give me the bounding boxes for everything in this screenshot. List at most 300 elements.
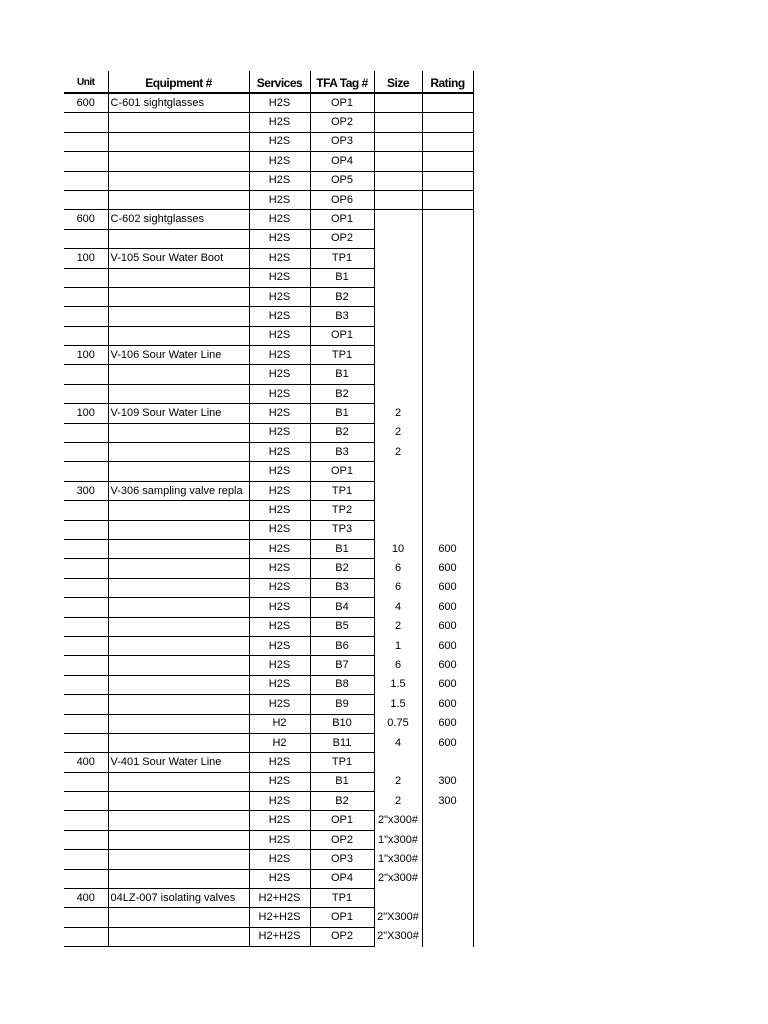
- rating-cell: 600: [422, 578, 473, 597]
- header-rating: Rating: [422, 71, 473, 93]
- size-cell: [374, 520, 422, 539]
- header-row: [64, 71, 473, 93]
- tfa-tag-cell: B3: [310, 578, 374, 597]
- tfa-tag-cell: TP2: [310, 501, 374, 520]
- table-row: [64, 675, 473, 694]
- equipment-cell: [108, 229, 249, 248]
- rating-cell: [422, 908, 473, 927]
- size-cell: 6: [374, 559, 422, 578]
- equipment-cell: V-401 Sour Water Line: [108, 753, 249, 772]
- services-cell: H2S: [249, 559, 310, 578]
- unit-cell: [64, 229, 108, 248]
- services-cell: H2S: [249, 850, 310, 869]
- table-row: [64, 830, 473, 849]
- size-cell: 2: [374, 792, 422, 811]
- rating-cell: 600: [422, 714, 473, 733]
- equipment-cell: [108, 443, 249, 462]
- services-cell: H2S: [249, 365, 310, 384]
- table-row: [64, 772, 473, 791]
- table-row: [64, 346, 473, 365]
- table-row: [64, 152, 473, 171]
- unit-cell: [64, 772, 108, 791]
- services-cell: H2+H2S: [249, 927, 310, 946]
- rating-cell: [422, 811, 473, 830]
- table-row: [64, 908, 473, 927]
- table-row: [64, 617, 473, 636]
- equipment-cell: [108, 578, 249, 597]
- unit-cell: [64, 792, 108, 811]
- table-row: [64, 326, 473, 345]
- size-cell: 0.75: [374, 714, 422, 733]
- size-cell: 1"x300#: [374, 850, 422, 869]
- services-cell: H2S: [249, 501, 310, 520]
- table-row: [64, 927, 473, 946]
- equipment-cell: [108, 113, 249, 132]
- tfa-tag-cell: B2: [310, 384, 374, 403]
- rating-cell: [422, 229, 473, 248]
- services-cell: H2S: [249, 384, 310, 403]
- table-row: [64, 268, 473, 287]
- services-cell: H2S: [249, 93, 310, 113]
- size-cell: [374, 307, 422, 326]
- services-cell: H2+H2S: [249, 889, 310, 908]
- tfa-tag-cell: OP1: [310, 811, 374, 830]
- services-cell: H2S: [249, 598, 310, 617]
- tfa-tag-cell: OP4: [310, 869, 374, 888]
- unit-cell: [64, 152, 108, 171]
- table-row: [64, 443, 473, 462]
- header-tfa-tag: TFA Tag #: [310, 71, 374, 93]
- equipment-cell: V-109 Sour Water Line: [108, 404, 249, 423]
- tfa-tag-cell: B10: [310, 714, 374, 733]
- tfa-tag-cell: B6: [310, 636, 374, 655]
- table-row: [64, 636, 473, 655]
- equipment-cell: [108, 287, 249, 306]
- equipment-cell: [108, 268, 249, 287]
- rating-cell: 600: [422, 675, 473, 694]
- equipment-cell: [108, 636, 249, 655]
- size-cell: 6: [374, 578, 422, 597]
- equipment-cell: [108, 190, 249, 209]
- rating-cell: [422, 268, 473, 287]
- services-cell: H2S: [249, 346, 310, 365]
- equipment-cell: [108, 908, 249, 927]
- unit-cell: [64, 423, 108, 442]
- table-row: [64, 210, 473, 229]
- header-unit: Unit: [64, 71, 108, 93]
- rating-cell: 600: [422, 733, 473, 752]
- size-cell: [374, 287, 422, 306]
- tfa-tag-cell: OP6: [310, 190, 374, 209]
- rating-cell: 300: [422, 772, 473, 791]
- equipment-cell: V-306 sampling valve repla: [108, 481, 249, 500]
- unit-cell: [64, 171, 108, 190]
- rating-cell: [422, 520, 473, 539]
- rating-cell: [422, 501, 473, 520]
- equipment-cell: [108, 559, 249, 578]
- tfa-tag-cell: TP1: [310, 753, 374, 772]
- services-cell: H2S: [249, 171, 310, 190]
- rating-cell: [422, 889, 473, 908]
- table-row: [64, 598, 473, 617]
- table-row: [64, 559, 473, 578]
- table-row: [64, 307, 473, 326]
- tfa-tag-cell: OP2: [310, 113, 374, 132]
- table-row: [64, 889, 473, 908]
- size-cell: 6: [374, 656, 422, 675]
- services-cell: H2S: [249, 287, 310, 306]
- equipment-cell: [108, 656, 249, 675]
- tfa-tag-cell: B2: [310, 423, 374, 442]
- size-cell: 2"x300#: [374, 869, 422, 888]
- table-row: [64, 229, 473, 248]
- rating-cell: [422, 481, 473, 500]
- tfa-tag-cell: TP1: [310, 249, 374, 268]
- size-cell: [374, 152, 422, 171]
- services-cell: H2S: [249, 113, 310, 132]
- size-cell: 2"X300#: [374, 908, 422, 927]
- tfa-tag-cell: B9: [310, 695, 374, 714]
- rating-cell: [422, 190, 473, 209]
- services-cell: H2S: [249, 132, 310, 151]
- tfa-tag-cell: OP2: [310, 830, 374, 849]
- services-cell: H2S: [249, 462, 310, 481]
- table-row: [64, 695, 473, 714]
- unit-cell: [64, 132, 108, 151]
- size-cell: [374, 501, 422, 520]
- rating-cell: [422, 210, 473, 229]
- size-cell: [374, 229, 422, 248]
- services-cell: H2S: [249, 152, 310, 171]
- equipment-cell: 04LZ-007 isolating valves: [108, 889, 249, 908]
- services-cell: H2S: [249, 229, 310, 248]
- unit-cell: [64, 384, 108, 403]
- unit-cell: 100: [64, 404, 108, 423]
- tfa-tag-cell: OP1: [310, 462, 374, 481]
- rating-cell: [422, 404, 473, 423]
- table-row: [64, 423, 473, 442]
- equipment-cell: [108, 772, 249, 791]
- unit-cell: [64, 578, 108, 597]
- size-cell: [374, 132, 422, 151]
- table-row: [64, 753, 473, 772]
- size-cell: [374, 113, 422, 132]
- equipment-cell: [108, 811, 249, 830]
- unit-cell: [64, 559, 108, 578]
- size-cell: 1.5: [374, 675, 422, 694]
- equipment-cell: [108, 733, 249, 752]
- size-cell: [374, 210, 422, 229]
- services-cell: H2S: [249, 190, 310, 209]
- tfa-tag-cell: OP4: [310, 152, 374, 171]
- rating-cell: [422, 830, 473, 849]
- equipment-cell: [108, 307, 249, 326]
- unit-cell: [64, 617, 108, 636]
- unit-cell: [64, 539, 108, 558]
- table-body: [64, 93, 473, 947]
- size-cell: [374, 190, 422, 209]
- table-row: [64, 93, 473, 113]
- size-cell: 1"x300#: [374, 830, 422, 849]
- tfa-tag-cell: B1: [310, 365, 374, 384]
- unit-cell: 100: [64, 249, 108, 268]
- equipment-cell: [108, 171, 249, 190]
- table-row: [64, 850, 473, 869]
- table-row: [64, 578, 473, 597]
- tfa-tag-cell: OP3: [310, 850, 374, 869]
- unit-cell: [64, 733, 108, 752]
- services-cell: H2S: [249, 811, 310, 830]
- rating-cell: 600: [422, 636, 473, 655]
- unit-cell: 100: [64, 346, 108, 365]
- rating-cell: [422, 850, 473, 869]
- rating-cell: [422, 423, 473, 442]
- table-row: [64, 520, 473, 539]
- table-row: [64, 811, 473, 830]
- unit-cell: [64, 869, 108, 888]
- unit-cell: 600: [64, 210, 108, 229]
- tfa-tag-cell: TP1: [310, 481, 374, 500]
- services-cell: H2S: [249, 326, 310, 345]
- size-cell: 1: [374, 636, 422, 655]
- services-cell: H2: [249, 714, 310, 733]
- rating-cell: [422, 753, 473, 772]
- table-row: [64, 365, 473, 384]
- services-cell: H2S: [249, 675, 310, 694]
- tfa-tag-cell: B11: [310, 733, 374, 752]
- table-row: [64, 384, 473, 403]
- equipment-cell: [108, 520, 249, 539]
- equipment-cell: V-106 Sour Water Line: [108, 346, 249, 365]
- services-cell: H2S: [249, 307, 310, 326]
- rating-cell: [422, 249, 473, 268]
- table-row: [64, 113, 473, 132]
- rating-cell: [422, 462, 473, 481]
- tfa-tag-cell: OP2: [310, 229, 374, 248]
- rating-cell: [422, 384, 473, 403]
- equipment-cell: [108, 675, 249, 694]
- tfa-tag-cell: B5: [310, 617, 374, 636]
- table-row: [64, 501, 473, 520]
- table-row: [64, 869, 473, 888]
- tfa-tag-cell: OP1: [310, 326, 374, 345]
- services-cell: H2S: [249, 753, 310, 772]
- header-size: Size: [374, 71, 422, 93]
- services-cell: H2S: [249, 636, 310, 655]
- table-row: [64, 792, 473, 811]
- table-row: [64, 132, 473, 151]
- tfa-tag-cell: B1: [310, 539, 374, 558]
- size-cell: 2: [374, 404, 422, 423]
- equipment-cell: [108, 501, 249, 520]
- table-row: [64, 656, 473, 675]
- tfa-tag-cell: B2: [310, 559, 374, 578]
- equipment-cell: [108, 927, 249, 946]
- tfa-tag-cell: B3: [310, 307, 374, 326]
- size-cell: [374, 753, 422, 772]
- unit-cell: [64, 287, 108, 306]
- rating-cell: 600: [422, 539, 473, 558]
- unit-cell: [64, 190, 108, 209]
- unit-cell: [64, 714, 108, 733]
- size-cell: 2: [374, 443, 422, 462]
- unit-cell: [64, 365, 108, 384]
- rating-cell: [422, 927, 473, 946]
- size-cell: [374, 249, 422, 268]
- tfa-tag-cell: B8: [310, 675, 374, 694]
- table-row: [64, 287, 473, 306]
- services-cell: H2S: [249, 481, 310, 500]
- table-row: [64, 714, 473, 733]
- tfa-tag-cell: B4: [310, 598, 374, 617]
- services-cell: H2S: [249, 869, 310, 888]
- equipment-cell: [108, 365, 249, 384]
- services-cell: H2S: [249, 520, 310, 539]
- size-cell: 2"x300#: [374, 811, 422, 830]
- table-row: [64, 462, 473, 481]
- tfa-tag-cell: B1: [310, 404, 374, 423]
- size-cell: 2: [374, 423, 422, 442]
- rating-cell: [422, 346, 473, 365]
- equipment-cell: [108, 152, 249, 171]
- services-cell: H2+H2S: [249, 908, 310, 927]
- tfa-tag-cell: B3: [310, 443, 374, 462]
- equipment-cell: [108, 617, 249, 636]
- services-cell: H2S: [249, 423, 310, 442]
- table-row: [64, 171, 473, 190]
- tfa-tag-cell: B1: [310, 268, 374, 287]
- table-row: [64, 539, 473, 558]
- tfa-tag-cell: B2: [310, 792, 374, 811]
- tfa-tag-cell: OP1: [310, 908, 374, 927]
- tfa-tag-cell: OP5: [310, 171, 374, 190]
- size-cell: 2"X300#: [374, 927, 422, 946]
- tfa-tag-cell: B1: [310, 772, 374, 791]
- size-cell: [374, 171, 422, 190]
- equipment-cell: [108, 462, 249, 481]
- tfa-tag-cell: TP3: [310, 520, 374, 539]
- rating-cell: [422, 113, 473, 132]
- tfa-tag-cell: TP1: [310, 889, 374, 908]
- tfa-tag-cell: TP1: [310, 346, 374, 365]
- services-cell: H2S: [249, 578, 310, 597]
- rating-cell: [422, 326, 473, 345]
- size-cell: 2: [374, 617, 422, 636]
- size-cell: [374, 326, 422, 345]
- size-cell: [374, 268, 422, 287]
- unit-cell: [64, 675, 108, 694]
- size-cell: [374, 93, 422, 113]
- unit-cell: [64, 850, 108, 869]
- rating-cell: [422, 869, 473, 888]
- unit-cell: 400: [64, 889, 108, 908]
- equipment-table: [64, 71, 474, 947]
- equipment-cell: [108, 869, 249, 888]
- rating-cell: [422, 152, 473, 171]
- services-cell: H2S: [249, 830, 310, 849]
- services-cell: H2S: [249, 792, 310, 811]
- services-cell: H2S: [249, 404, 310, 423]
- equipment-cell: [108, 714, 249, 733]
- size-cell: [374, 346, 422, 365]
- size-cell: 4: [374, 733, 422, 752]
- rating-cell: [422, 443, 473, 462]
- size-cell: 2: [374, 772, 422, 791]
- size-cell: [374, 889, 422, 908]
- unit-cell: [64, 598, 108, 617]
- services-cell: H2S: [249, 695, 310, 714]
- rating-cell: [422, 365, 473, 384]
- table-row: [64, 481, 473, 500]
- services-cell: H2: [249, 733, 310, 752]
- unit-cell: [64, 113, 108, 132]
- unit-cell: [64, 501, 108, 520]
- table-row: [64, 190, 473, 209]
- equipment-cell: [108, 830, 249, 849]
- unit-cell: [64, 520, 108, 539]
- size-cell: [374, 481, 422, 500]
- size-cell: [374, 365, 422, 384]
- unit-cell: [64, 268, 108, 287]
- services-cell: H2S: [249, 656, 310, 675]
- size-cell: [374, 384, 422, 403]
- header-services: Services: [249, 71, 310, 93]
- equipment-cell: [108, 384, 249, 403]
- tfa-tag-cell: OP3: [310, 132, 374, 151]
- rating-cell: [422, 307, 473, 326]
- unit-cell: [64, 908, 108, 927]
- unit-cell: [64, 656, 108, 675]
- tfa-tag-cell: OP1: [310, 210, 374, 229]
- equipment-cell: [108, 792, 249, 811]
- equipment-cell: [108, 132, 249, 151]
- size-cell: 10: [374, 539, 422, 558]
- equipment-cell: V-105 Sour Water Boot: [108, 249, 249, 268]
- rating-cell: 600: [422, 656, 473, 675]
- rating-cell: [422, 171, 473, 190]
- table-row: [64, 733, 473, 752]
- rating-cell: 600: [422, 598, 473, 617]
- equipment-cell: [108, 598, 249, 617]
- unit-cell: [64, 462, 108, 481]
- services-cell: H2S: [249, 617, 310, 636]
- rating-cell: [422, 93, 473, 113]
- size-cell: 1.5: [374, 695, 422, 714]
- rating-cell: 600: [422, 695, 473, 714]
- unit-cell: [64, 695, 108, 714]
- services-cell: H2S: [249, 443, 310, 462]
- tfa-tag-cell: OP2: [310, 927, 374, 946]
- services-cell: H2S: [249, 249, 310, 268]
- tfa-tag-cell: OP1: [310, 93, 374, 113]
- rating-cell: 600: [422, 617, 473, 636]
- rating-cell: 600: [422, 559, 473, 578]
- unit-cell: [64, 927, 108, 946]
- equipment-cell: [108, 695, 249, 714]
- equipment-cell: C-602 sightglasses: [108, 210, 249, 229]
- equipment-cell: [108, 423, 249, 442]
- equipment-cell: [108, 850, 249, 869]
- services-cell: H2S: [249, 268, 310, 287]
- rating-cell: [422, 132, 473, 151]
- equipment-cell: C-601 sightglasses: [108, 93, 249, 113]
- equipment-cell: [108, 539, 249, 558]
- unit-cell: [64, 811, 108, 830]
- unit-cell: [64, 830, 108, 849]
- unit-cell: [64, 636, 108, 655]
- equipment-cell: [108, 326, 249, 345]
- tfa-tag-cell: B2: [310, 287, 374, 306]
